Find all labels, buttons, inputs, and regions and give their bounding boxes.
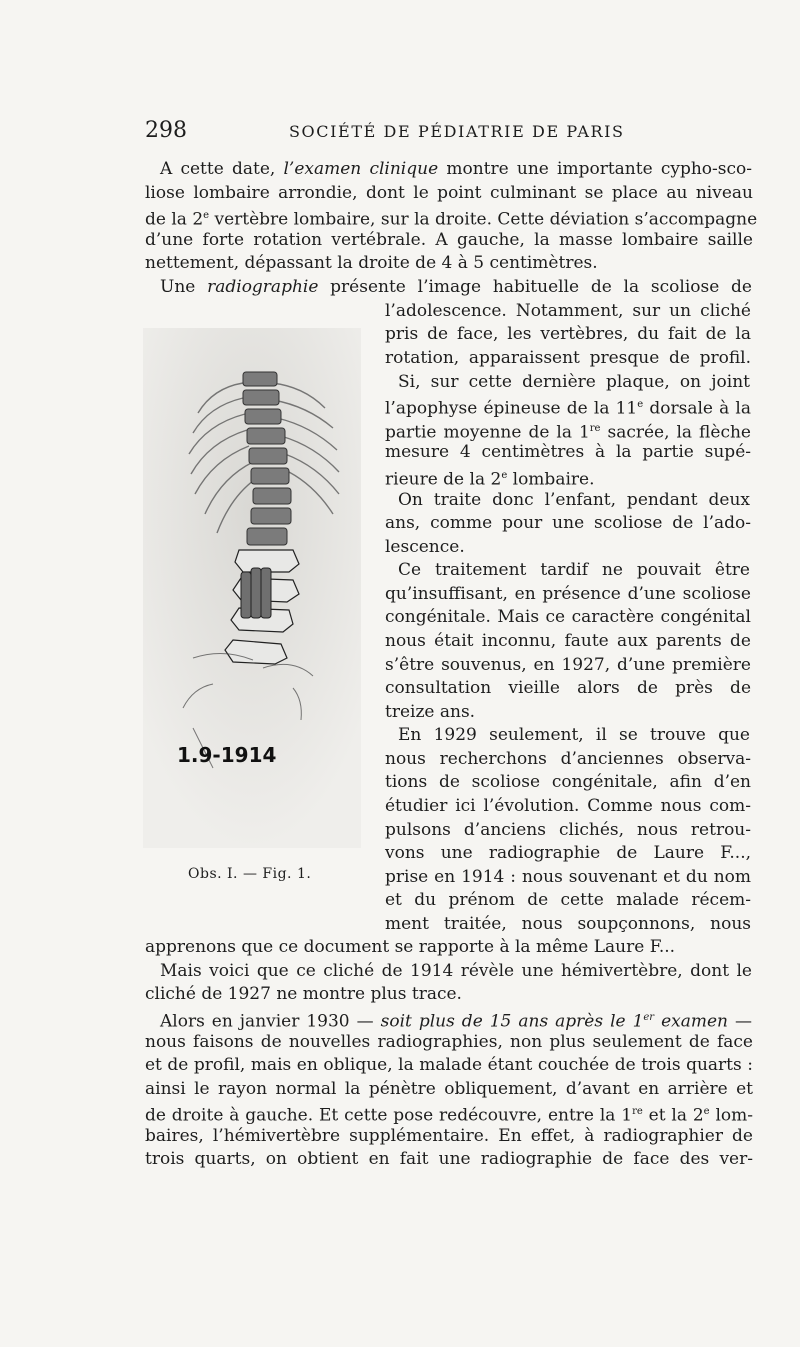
text-run: rieure de la 2 <box>385 469 502 490</box>
text-line <box>160 1007 752 1033</box>
text-line <box>398 371 750 393</box>
text-line <box>385 512 751 534</box>
text-run: mesure 4 centimètres à la partie supé- <box>385 442 751 462</box>
text-run: Ce traitement tardif ne pouvait être <box>398 560 750 580</box>
text-line <box>385 866 751 888</box>
text-run: et de profil, mais en oblique, la malade étant couchée de trois quarts : <box>145 1055 753 1075</box>
text-line <box>385 889 751 911</box>
text-run: d’une forte rotation vertébrale. A gauche, la masse lombaire saille <box>145 230 753 250</box>
text-line <box>385 465 594 491</box>
text-run: lombaire. <box>507 469 595 490</box>
text-run: et la 2 <box>642 1105 704 1126</box>
text-line <box>385 583 751 605</box>
text-run: lescence. <box>385 537 465 557</box>
text-run: baires, l’hémivertèbre supplémentaire. En effet, à radiographier de <box>145 1126 753 1146</box>
text-run: nous faisons de nouvelles radiographies, non plus seulement de face <box>145 1032 753 1052</box>
superscript: re <box>632 1106 643 1117</box>
text-line <box>145 1054 753 1076</box>
text-run: nettement, dépassant la droite de 4 à 5 centimètres. <box>145 253 598 273</box>
text-line <box>385 913 751 935</box>
text-run: prise en 1914 : nous souvenant et du nom <box>385 867 751 887</box>
text-line <box>385 394 751 420</box>
text-run: étudier ici l’évolution. Comme nous com- <box>385 796 751 816</box>
text-run: dorsale à la <box>643 398 751 419</box>
text-line <box>145 1031 753 1053</box>
text-run: Si, sur cette dernière plaque, on joint <box>398 372 750 392</box>
text-line <box>385 347 751 369</box>
text-run: apprenons que ce document se rapporte à la même Laure F... <box>145 937 676 957</box>
superscript: e <box>501 470 508 481</box>
text-line <box>385 441 751 463</box>
text-line <box>145 1148 753 1170</box>
figure-caption: Obs. I. — Fig. 1. <box>188 866 312 882</box>
text-line <box>385 606 751 628</box>
text-run: cliché de 1927 ne montre plus trace. <box>145 984 462 1004</box>
text-line <box>145 936 675 958</box>
text-line <box>385 677 751 699</box>
text-line <box>398 559 750 581</box>
superscript: re <box>589 423 601 434</box>
text-run: Alors en janvier 1930 — <box>160 1011 381 1032</box>
text-line <box>385 630 751 652</box>
text-run: ainsi le rayon normal la pénètre obliquement, d’avant en arrière et <box>145 1079 753 1099</box>
text-run: et du prénom de cette malade récem- <box>385 890 751 910</box>
text-run: l’examen clinique <box>283 159 439 179</box>
text-run: de droite à gauche. Et cette pose redécouvre, entre la 1 <box>145 1105 633 1126</box>
radiograph-figure <box>143 328 361 848</box>
text-run: trois quarts, on obtient en fait une radiographie de face des ver- <box>145 1149 753 1169</box>
text-line <box>145 252 598 274</box>
text-line <box>160 276 752 298</box>
text-run: pulsons d’anciens clichés, nous retrou- <box>385 820 751 840</box>
text-line <box>385 771 751 793</box>
text-run: partie moyenne de la 1 <box>385 422 590 443</box>
text-run: nous recherchons d’anciennes observa- <box>385 749 751 769</box>
text-run: sacrée, la flèche <box>600 422 751 443</box>
text-line <box>385 300 751 322</box>
text-line <box>385 418 751 444</box>
spine-radiograph-image <box>143 328 361 848</box>
superscript: e <box>703 1106 710 1117</box>
running-title: SOCIÉTÉ DE PÉDIATRIE DE PARIS <box>289 122 625 141</box>
text-run: de la 2 <box>145 209 204 230</box>
superscript: er <box>643 1012 655 1023</box>
text-line <box>385 323 751 345</box>
text-line <box>385 536 465 558</box>
text-run: soit plus de 15 ans après le 1 <box>380 1011 644 1032</box>
text-run: présente l’image habituelle de la scoliose de <box>318 277 752 297</box>
text-line <box>145 1078 753 1100</box>
text-run: radiographie <box>207 277 319 297</box>
text-run: congénitale. Mais ce caractère congénital <box>385 607 751 627</box>
text-line <box>398 489 750 511</box>
text-run: l’apophyse épineuse de la 11 <box>385 398 638 419</box>
text-run: Mais voici que ce cliché de 1914 révèle une hémivertèbre, dont le <box>160 961 752 981</box>
text-run: l’adolescence. Notamment, sur un cliché <box>385 301 751 321</box>
text-run: montre une importante cypho-sco- <box>438 159 752 179</box>
text-line <box>145 983 462 1005</box>
text-run: vons une radiographie de Laure F..., <box>385 843 751 863</box>
text-run: On traite donc l’enfant, pendant deux <box>398 490 750 510</box>
text-run: ment traitée, nous soupçonnons, nous <box>385 914 751 934</box>
text-run: ans, comme pour une scoliose de l’ado- <box>385 513 751 533</box>
text-line <box>160 960 752 982</box>
text-run: nous était inconnu, faute aux parents de <box>385 631 751 651</box>
text-line <box>145 205 758 231</box>
text-run: tions de scoliose congénitale, afin d’en <box>385 772 751 792</box>
text-run: vertèbre lombaire, sur la droite. Cette déviation s’accompagne <box>209 209 758 230</box>
text-run: — <box>728 1011 752 1032</box>
text-line <box>385 701 475 723</box>
text-line <box>385 748 751 770</box>
text-line <box>145 229 753 251</box>
text-run: treize ans. <box>385 702 476 722</box>
text-run: consultation vieille alors de près de <box>385 678 751 698</box>
text-line <box>145 1101 753 1127</box>
text-line <box>398 724 750 746</box>
text-run: A cette date, <box>160 159 284 179</box>
text-line <box>385 842 751 864</box>
text-run: En 1929 seulement, il se trouve que <box>398 725 750 745</box>
superscript: e <box>203 210 210 221</box>
text-run: pris de face, les vertèbres, du fait de la <box>385 324 751 344</box>
text-run: Une <box>160 277 208 297</box>
text-line <box>145 1125 753 1147</box>
text-line <box>385 795 751 817</box>
handwritten-date: 1.9-1914 <box>177 743 277 767</box>
text-run: qu’insuffisant, en présence d’une scoliose <box>385 584 751 604</box>
page-header <box>145 118 757 148</box>
text-line <box>145 182 753 204</box>
text-run: rotation, apparaissent presque de profil. <box>385 348 751 368</box>
page-number: 298 <box>145 118 187 143</box>
text-line <box>160 158 752 180</box>
text-line <box>385 819 751 841</box>
text-line <box>385 654 751 676</box>
text-run: liose lombaire arrondie, dont le point culminant se place au niveau <box>145 183 753 203</box>
text-run: examen <box>654 1011 728 1032</box>
superscript: e <box>637 399 644 410</box>
text-run: lom- <box>709 1105 753 1126</box>
text-run: s’être souvenus, en 1927, d’une première <box>385 655 751 675</box>
